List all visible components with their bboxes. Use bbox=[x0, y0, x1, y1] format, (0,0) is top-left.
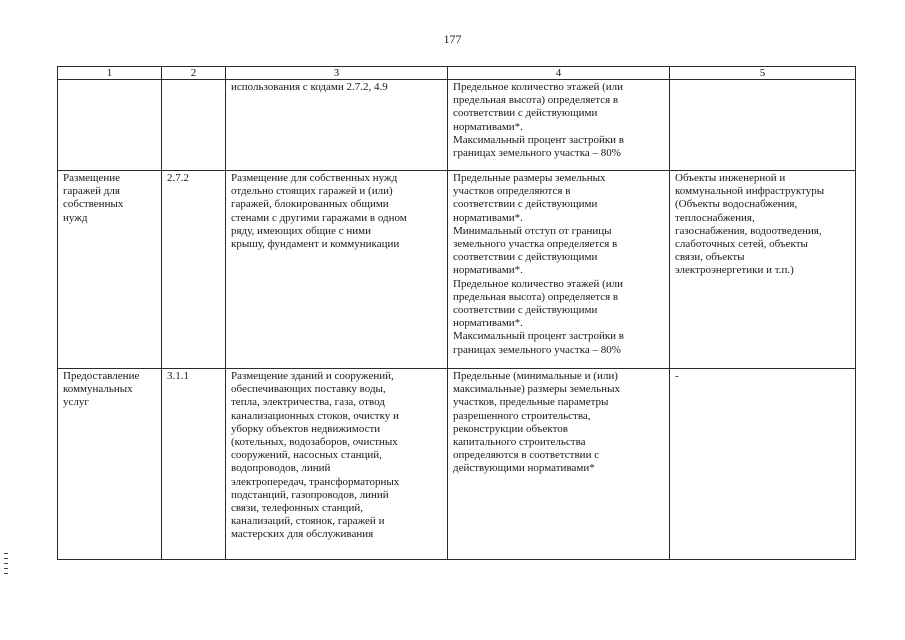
parameters-cell: Предельные (минимальные и (или) максимальные) размеры земельных участков, предельные параметры разрешенного строительства, реконструкции объектов капитального строительства определяются в соответствии с действующими нормативами* bbox=[448, 369, 670, 560]
column-header-4: 4 bbox=[448, 67, 670, 80]
use-code-cell: 2.7.2 bbox=[162, 171, 226, 369]
use-description-cell: использования с кодами 2.7.2, 4.9 bbox=[226, 80, 448, 171]
table-header-row bbox=[58, 67, 856, 80]
scan-mark bbox=[4, 563, 8, 564]
use-description-cell: Размещение зданий и сооружений, обеспечивающих поставку воды, тепла, электричества, газа, отвод канализационных стоков, очистку и уборку объектов недвижимости (котельных, водозаборов, очистных сооружений, насосных станций, водопроводов, линий электропередач, трансформаторных подстанций, газопроводов, линий связи, телефонных станций, канализаций, стоянок, гаражей и мастерских для обслуживания bbox=[226, 369, 448, 560]
column-header-1: 1 bbox=[58, 67, 162, 80]
use-description-cell: Размещение для собственных нужд отдельно стоящих гаражей и (или) гаражей, блокированных общими стенами с другими гаражами в одном ряду, имеющих общие с ними крышу, фундамент и коммуникации bbox=[226, 171, 448, 369]
scan-edge-marks bbox=[4, 553, 8, 578]
use-type-name-cell bbox=[58, 80, 162, 171]
use-type-name-cell: Размещение гаражей для собственных нужд bbox=[58, 171, 162, 369]
auxiliary-uses-cell: - bbox=[670, 369, 856, 560]
scan-mark bbox=[4, 573, 8, 574]
land-use-table bbox=[57, 66, 856, 560]
auxiliary-uses-cell: Объекты инженерной и коммунальной инфраструктуры (Объекты водоснабжения, теплоснабжения, газоснабжения, водоотведения, слаботочных сетей, объекты связи, объекты электроэнергетики и т.п.) bbox=[670, 171, 856, 369]
table-row bbox=[58, 80, 856, 171]
auxiliary-uses-cell bbox=[670, 80, 856, 171]
scan-mark bbox=[4, 568, 8, 569]
page-number: 177 bbox=[443, 32, 462, 46]
parameters-cell: Предельное количество этажей (или предельная высота) определяется в соответствии с действующими нормативами*. Максимальный процент застройки в границах земельного участка – 80% bbox=[448, 80, 670, 171]
use-type-name-cell: Предоставление коммунальных услуг bbox=[58, 369, 162, 560]
column-header-2: 2 bbox=[162, 67, 226, 80]
column-header-5: 5 bbox=[670, 67, 856, 80]
table-row bbox=[58, 369, 856, 560]
table-row bbox=[58, 171, 856, 369]
use-code-cell: 3.1.1 bbox=[162, 369, 226, 560]
parameters-cell: Предельные размеры земельных участков определяются в соответствии с действующими нормативами*. Минимальный отступ от границы земельного участка определяется в соответствии с действующими нормативами*. Предельное количество этажей (или предельная высота) определяется в соответствии с действующими нормативами*. Максимальный процент застройки в границах земельного участка – 80% bbox=[448, 171, 670, 369]
scan-mark bbox=[4, 558, 8, 559]
use-code-cell bbox=[162, 80, 226, 171]
scan-mark bbox=[4, 553, 8, 554]
column-header-3: 3 bbox=[226, 67, 448, 80]
